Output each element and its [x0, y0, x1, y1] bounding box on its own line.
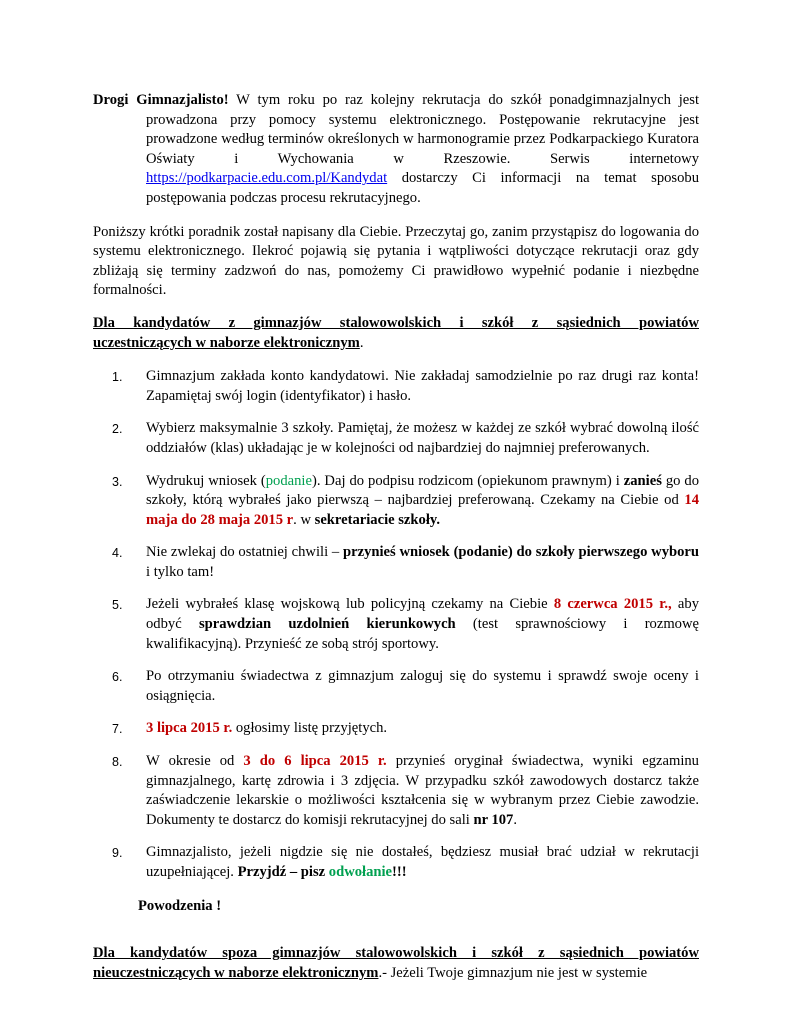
step-text: Wydrukuj wniosek ( — [146, 472, 266, 489]
list-number: 1. — [112, 370, 123, 385]
step-text: Po otrzymaniu świadectwa z gimnazjum zaloguj się do systemu i sprawdź swoje oceny i osiągnięcia. — [146, 668, 699, 704]
list-item — [93, 752, 699, 830]
date-highlight: 8 czerwca 2015 r., — [553, 596, 672, 613]
bold-text: nr 107 — [473, 811, 514, 828]
section1-heading-line2 — [93, 334, 699, 354]
document-page — [93, 91, 699, 983]
greeting: Drogi Gimnazjalisto! — [93, 92, 229, 108]
step-text: (test sprawnościowy i rozmowę kwalifikacyjną). Przynieść ze sobą strój sportowy. — [146, 616, 699, 652]
list-item — [93, 595, 699, 654]
step-text: . w — [293, 511, 315, 528]
step-text: ogłosimy listę przyjętych. — [232, 720, 388, 737]
list-item — [93, 472, 699, 531]
date-highlight: 3 do 6 lipca 2015 r. — [243, 753, 387, 770]
step-text: przynieś oryginał świadectwa, wyniki egzaminu gimnazjalnego, kartę zdrowia i 3 zdjęcia. W przypadku szkół zawodowych dostarcz także zaświadczenie lekarskie o możliwości kształcenia się w wybranym przez Ciebie zawodzie. Dokumenty te dostarcz do komisji rekrutacyjnej do sali — [146, 753, 699, 828]
list-number: 5. — [112, 598, 123, 613]
bold-text: !!! — [392, 864, 407, 880]
bold-text: przynieś wniosek (podanie) do szkoły pierwszego wyboru — [343, 544, 699, 561]
list-number: 8. — [112, 755, 123, 770]
list-number: 6. — [112, 670, 123, 685]
podanie-highlight: podanie — [265, 472, 312, 489]
bold-text: sprawdzian uzdolnień kierunkowych — [198, 616, 456, 633]
section2-tail-text: .- Jeżeli Twoje gimnazjum nie jest w systemie — [378, 964, 648, 981]
section1-heading-end: . — [359, 334, 364, 351]
list-number: 2. — [112, 422, 123, 437]
intro-text-end: dostarczy Ci informacji na temat sposobu postępowania podczas procesu rekrutacyjnego. — [146, 170, 699, 206]
odwolanie-highlight: odwołanie — [328, 864, 393, 880]
steps-list — [93, 367, 699, 882]
list-item — [93, 419, 699, 458]
section2-heading: Dla kandydatów spoza gimnazjów stalowowolskich i szkół z sąsiednich powiatów — [93, 945, 699, 962]
date-highlight: 3 lipca 2015 r. — [146, 720, 233, 737]
step-text: W okresie od — [146, 753, 244, 770]
closing-text: Powodzenia ! — [138, 897, 222, 914]
list-number: 4. — [112, 546, 123, 561]
step-text: Gimnazjum zakłada konto kandydatowi. Nie zakładaj samodzielnie po raz drugi raz konta! Zapamiętaj swój login (identyfikator) i hasło. — [146, 368, 699, 404]
list-item — [93, 843, 699, 882]
step-text: Jeżeli wybrałeś klasę wojskową lub policyjną czekamy na Ciebie — [146, 596, 554, 613]
step-text: go do szkoły, którą wybrałeś jako pierwszą – najbardziej preferowaną. Czekamy na Ciebie od — [146, 472, 699, 509]
step-text: aby odbyć — [146, 596, 699, 633]
list-item — [93, 543, 699, 582]
step-text: . — [513, 811, 517, 828]
step-text: Wybierz maksymalnie 3 szkoły. Pamiętaj, że możesz w każdej ze szkół wybrać dowolną ilość oddziałów (klas) układając je w kolejności od najbardziej do najmniej preferowanych. — [146, 420, 699, 456]
bold-text: sekretariacie szkoły. — [314, 511, 441, 528]
step-text: ). Daj do podpisu rodzicom (opiekunom prawnym) i — [311, 472, 624, 489]
intro-text: W tym roku po raz kolejny rekrutacja do szkół ponadgimnazjalnych jest prowadzona przy pomocy systemu elektronicznego. Postępowanie rekrutacyjne jest prowadzone według terminów określonych w harmonogramie przez Podkarpackiego Kuratora Oświaty i Wychowania w Rzeszowie. Serwis internetowy — [146, 92, 700, 167]
list-number: 3. — [112, 474, 123, 489]
list-item — [93, 667, 699, 706]
list-item — [93, 367, 699, 406]
kandydat-link[interactable]: https://podkarpacie.edu.com.pl/Kandydat — [146, 170, 388, 187]
section2-heading-tail: nieuczestniczących w naborze elektronicznym — [93, 964, 379, 981]
list-item — [93, 719, 699, 739]
step-text: i tylko tam! — [146, 563, 215, 580]
step-text: Nie zwlekaj do ostatniej chwili – — [146, 544, 344, 561]
section1-heading-tail: uczestniczących w naborze elektronicznym — [93, 334, 360, 351]
section2-heading-line2 — [93, 964, 699, 984]
bold-text: zanieś — [623, 472, 662, 489]
list-number: 9. — [112, 846, 123, 861]
intro-paragraph — [93, 91, 699, 209]
bold-text: Przyjdź – pisz — [237, 864, 329, 880]
list-number: 7. — [112, 722, 123, 737]
guide-paragraph: Poniższy krótki poradnik został napisany dla Ciebie. Przeczytaj go, zanim przystąpisz do logowania do systemu elektronicznego. Ilekroć pojawią się pytania i wątpliwości dotyczące rekrutacji oraz gdy zbliżają się terminy zadzwoń do nas, pomożemy Ci prawidłowo wypełnić podanie i niezbędne formalności. — [93, 223, 699, 299]
step-text: Gimnazjalisto, jeżeli nigdzie się nie dostałeś, będziesz musiał brać udział w rekrutacji uzupełniającej. — [146, 844, 699, 880]
section1-heading: Dla kandydatów z gimnazjów stalowowolskich i szkół z sąsiednich powiatów — [93, 314, 699, 331]
date-highlight: 14 maja do 28 maja 2015 r — [146, 492, 699, 528]
